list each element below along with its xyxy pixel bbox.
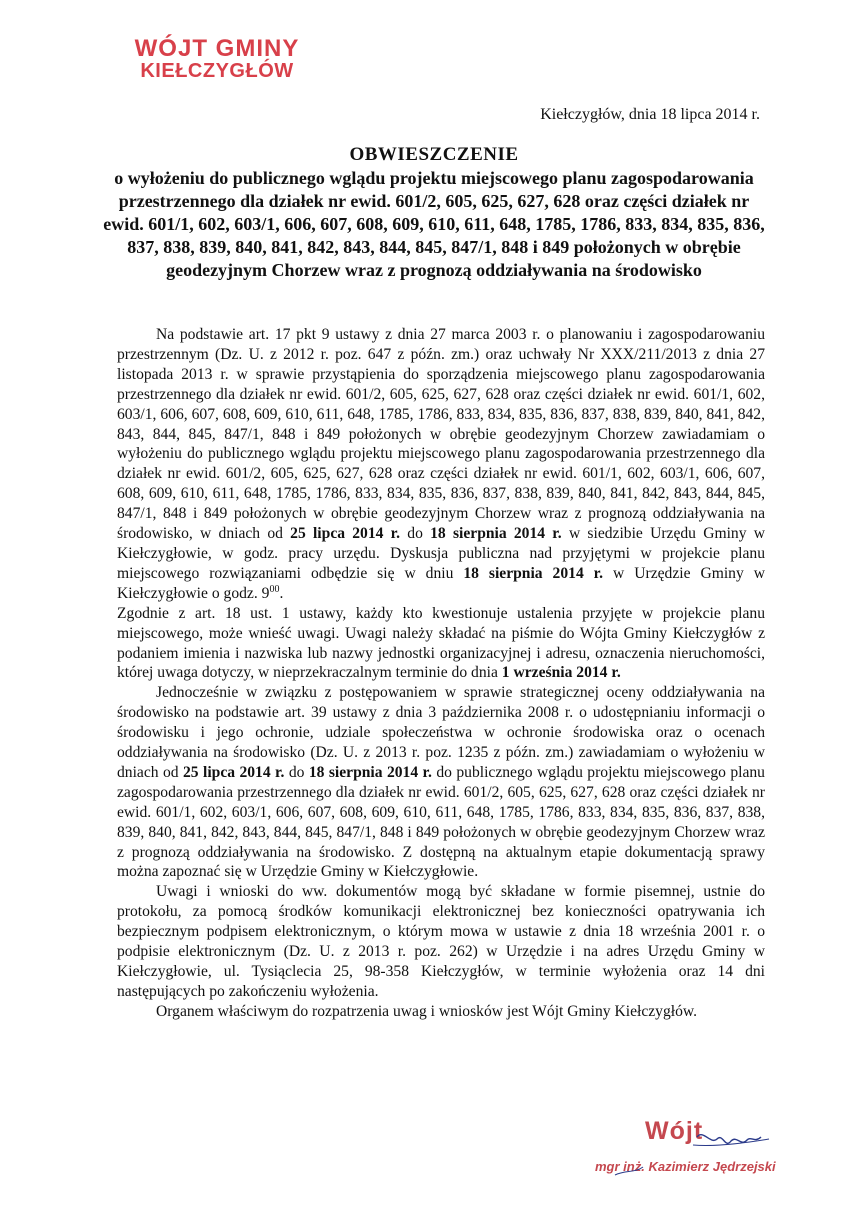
- paragraph-4: Uwagi i wnioski do ww. dokumentów mogą być składane w formie pisemnej, ustnie do protokołu, za pomocą środków komunikacji elektronicznej bez konieczności opatrywania ich bezpiecznym podpisem elektronicznym, o którym mowa w ustawie z dnia 18 września 2001 r. o podpisie elektronicznym (Dz. U. z 2013 r. poz. 262) w Urzędzie i na adres Urzędu Gminy w Kiełczygłowie, ul. Tysiąclecia 25, 98-358 Kiełczygłów, w terminie wyłożenia oraz 14 dni następujących po zakończeniu wyłożenia.: [117, 883, 765, 1000]
- handwritten-signature: [585, 1115, 775, 1205]
- paragraph-5: Organem właściwym do rozpatrzenia uwag i wniosków jest Wójt Gminy Kiełczygłów.: [156, 1002, 698, 1020]
- signature-stamp-title: Wójt: [645, 1117, 704, 1145]
- stamp-line-1: WÓJT GMINY: [134, 35, 300, 62]
- title-main: OBWIESZCZENIE: [349, 144, 519, 165]
- signature-stamp: [585, 1115, 775, 1205]
- discussion-date: 18 sierpnia 2014 r.: [463, 564, 604, 582]
- paragraph-3: Jednocześnie w związku z postępowaniem w sprawie strategicznej oceny oddziaływania na środowisko na podstawie art. 39 ustawy z dnia 3 października 2008 r. o udostępnianiu informacji o środowisku i jego ochronie, udziale społeczeństwa w ochronie środowiska oraz o ocenach oddziaływania na środowisko (Dz. U. z 2013 r. poz. 1235 z późn. zm.) zawiadamiam o wyłożeniu w dniach od 25 lipca 2014 r. do 18 sierpnia 2014 r. do publicznego wglądu projektu miejscowego planu zagospodarowania przestrzennego dla działek nr ewid. 601/2, 605, 625, 627, 628 oraz części działek nr ewid. 601/1, 602, 603/1, 606, 607, 608, 609, 610, 611, 648, 1785, 1786, 833, 834, 835, 836, 837, 838, 839, 840, 841, 842, 843, 844, 845, 847/1, 848 i 849 położonych w obrębie geodezyjnym Chorzew wraz z prognozą oddziaływania na środowisko. Z dostępną na aktualnym etapie dokumentacją sprawy można zapoznać się w Urzędzie Gminy w Kiełczygłowie.: [117, 684, 765, 881]
- deadline-date: 1 września 2014 r.: [501, 664, 621, 682]
- date-end: 18 sierpnia 2014 r.: [430, 525, 562, 543]
- document-date: Kiełczygłów, dnia 18 lipca 2014 r.: [540, 106, 760, 123]
- signature-stamp-name: mgr inż. Kazimierz Jędrzejski: [595, 1159, 776, 1174]
- date-start: 25 lipca 2014 r.: [290, 525, 401, 543]
- document-body: [117, 325, 765, 1022]
- title-subtitle: o wyłożeniu do publicznego wglądu projektu miejscowego planu zagospodarowania przestrzennego dla działek nr ewid. 601/2, 605, 625, 627, 628 oraz części działek nr ewid. 601/1, 602, 603/1, 606, 607, 608, 609, 610, 611, 648, 1785, 1786, 833, 834, 835, 836, 837, 838, 839, 840, 841, 842, 843, 844, 845, 847/1, 848 i 849 położonych w obrębie geodezyjnym Chorzew wraz z prognozą oddziaływania na środowisko: [103, 168, 765, 280]
- wojt-stamp: [112, 36, 322, 82]
- paragraph-2: Zgodnie z art. 18 ust. 1 ustawy, każdy kto kwestionuje ustalenia przyjęte w projekcie planu miejscowego, może wnieść uwagi. Uwagi należy składać na piśmie do Wójta Gminy Kiełczygłów z podaniem imienia i nazwiska lub nazwy jednostki organizacyjnej i adresu, oznaczenia nieruchomości, której uwaga dotyczy, w nieprzekraczalnym terminie do dnia 1 września 2014 r.: [117, 604, 765, 682]
- stamp-line-2: KIEŁCZYGŁÓW: [140, 60, 294, 83]
- document-title: [100, 143, 768, 282]
- paragraph-1: Na podstawie art. 17 pkt 9 ustawy z dnia 27 marca 2003 r. o planowaniu i zagospodarowaniu przestrzennym (Dz. U. z 2012 r. poz. 647 z późn. zm.) oraz uchwały Nr XXX/211/2013 z dnia 27 listopada 2013 r. w sprawie przystąpienia do sporządzenia miejscowego planu zagospodarowania przestrzennego dla działek nr ewid. 601/2, 605, 625, 627, 628 oraz części działek nr ewid. 601/1, 602, 603/1, 606, 607, 608, 609, 610, 611, 648, 1785, 1786, 833, 834, 835, 836, 837, 838, 839, 840, 841, 842, 843, 844, 845, 847/1, 848 i 849 położonych w obrębie geodezyjnym Chorzew zawiadamiam o wyłożeniu do publicznego wglądu projektu miejscowego planu zagospodarowania przestrzennego dla działek nr ewid. 601/2, 605, 625, 627, 628 oraz części działek nr ewid. 601/1, 602, 603/1, 606, 607, 608, 609, 610, 611, 648, 1785, 1786, 833, 834, 835, 836, 837, 838, 839, 840, 841, 842, 843, 844, 845, 847/1, 848 i 849 położonych w obrębie geodezyjnym Chorzew wraz z prognozą oddziaływania na środowisko, w dniach od 25 lipca 2014 r. do 18 sierpnia 2014 r. w siedzibie Urzędu Gminy w Kiełczygłowie, w godz. pracy urzędu. Dyskusja publiczna nad przyjętymi w projekcie planu miejscowego rozwiązaniami odbędzie się w dniu 18 sierpnia 2014 r. w Urzędzie Gminy w Kiełczygłowie o godz. $9^{00}$.: [117, 326, 765, 602]
